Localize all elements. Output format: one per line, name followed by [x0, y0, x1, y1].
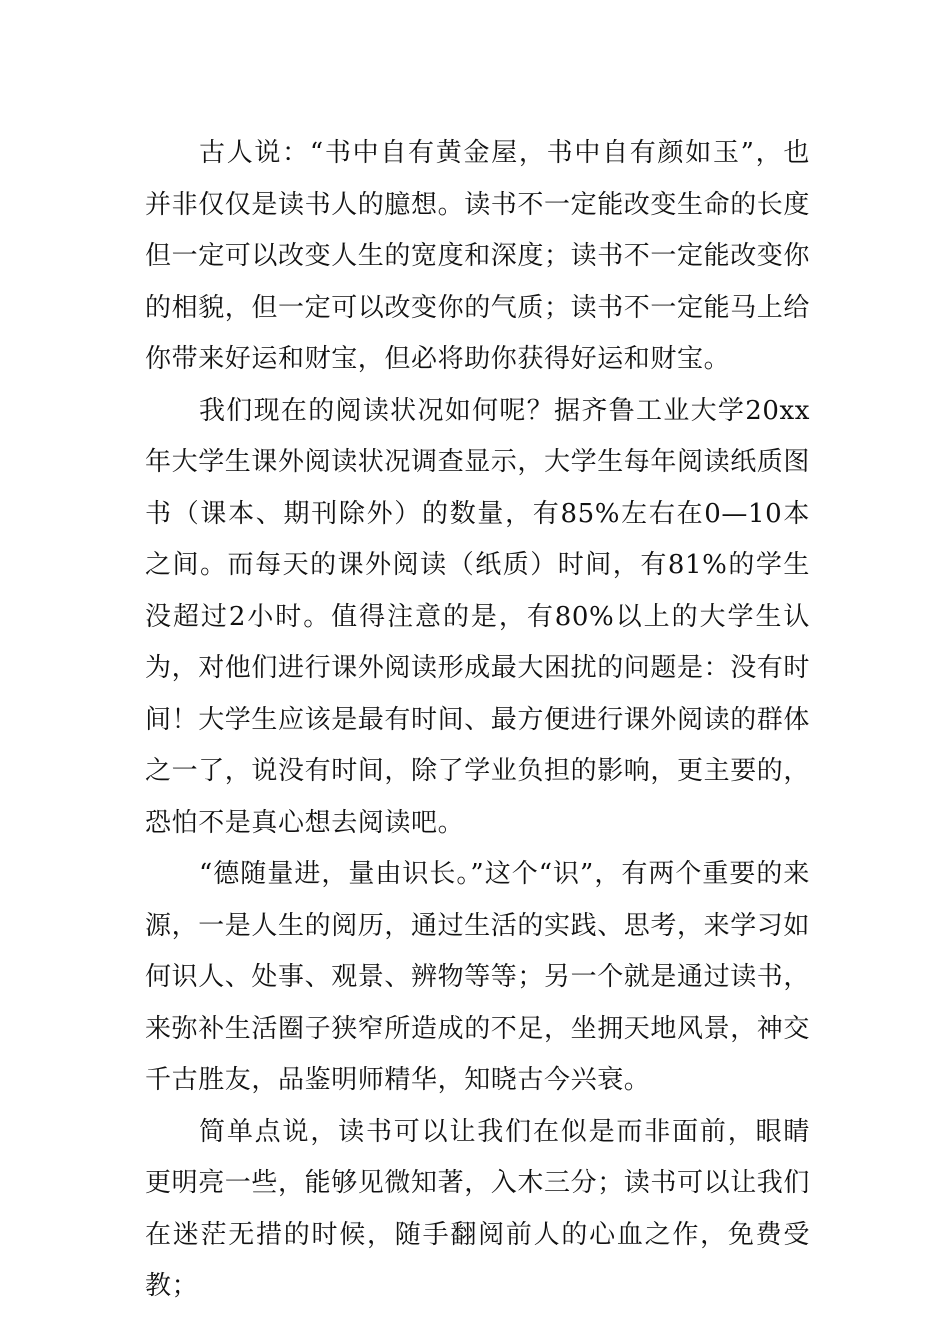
paragraph-4: 简单点说，读书可以让我们在似是而非面前，眼睛更明亮一些，能够见微知著，入木三分；读书可以让我们在迷茫无措的时候，随手翻阅前人的心血之作，免费受教； — [145, 1116, 811, 1301]
paragraph-1: 古人说：“书中自有黄金屋，书中自有颜如玉”，也并非仅仅是读书人的臆想。读书不一定能改变生命的长度但一定可以改变人生的宽度和深度；读书不一定能改变你的相貌，但一定可以改变你的气质；读书不一定能马上给你带来好运和财宝，但必将助你获得好运和财宝。 — [145, 138, 811, 374]
document-body — [145, 128, 810, 1313]
paragraph-2: 我们现在的阅读状况如何呢？据齐鲁工业大学20xx年大学生课外阅读状况调查显示，大学生每年阅读纸质图书（课本、期刊除外）的数量，有85%左右在0—10本之间。而每天的课外阅读（纸质）时间，有81%的学生没超过2小时。值得注意的是，有80%以上的大学生认为，对他们进行课外阅读形成最大困扰的问题是：没有时间！大学生应该是最有时间、最方便进行课外阅读的群体之一了，说没有时间，除了学业负担的影响，更主要的，恐怕不是真心想去阅读吧。 — [145, 395, 811, 838]
paragraph-3: “德随量进，量由识长。”这个“识”，有两个重要的来源，一是人生的阅历，通过生活的实践、思考，来学习如何识人、处事、观景、辨物等等；另一个就是通过读书，来弥补生活圈子狭窄所造成的不足，坐拥天地风景，神交千古胜友，品鉴明师精华，知晓古今兴衰。 — [145, 859, 811, 1095]
